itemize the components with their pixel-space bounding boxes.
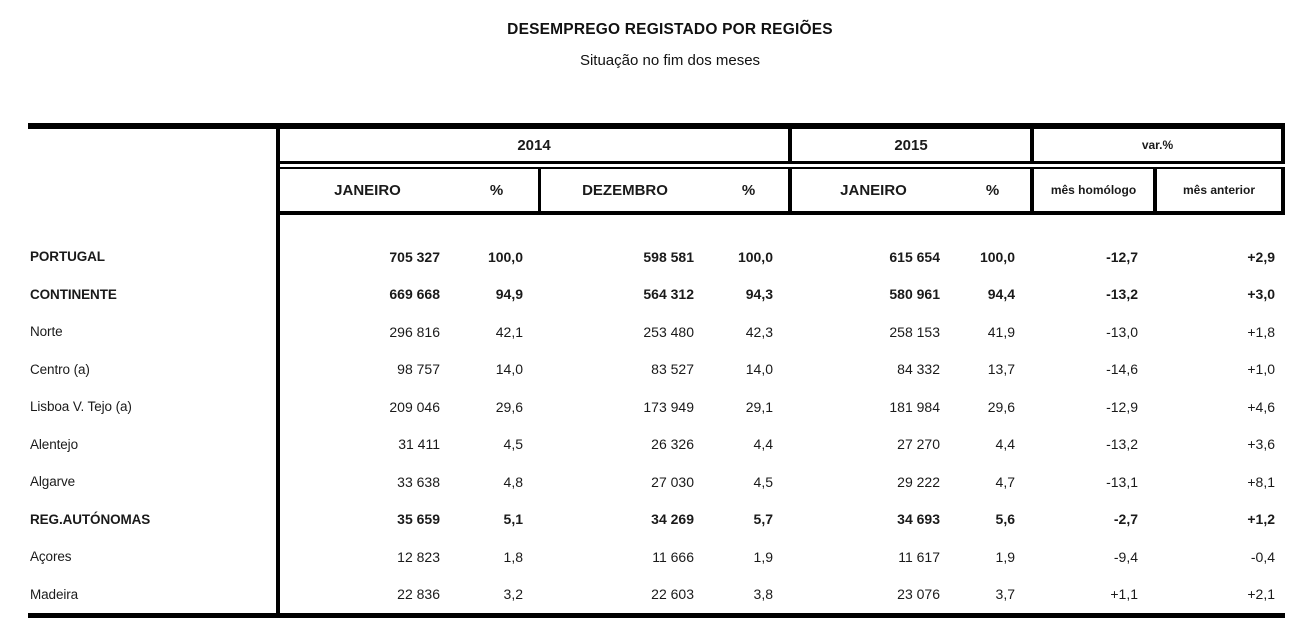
cell-value-jan-2014: 22 836 xyxy=(397,586,440,603)
cell-value-jan-2015: 615 654 xyxy=(889,248,940,265)
cell-var-mes-anterior: +2,1 xyxy=(1247,586,1275,603)
cell-pct-jan-2014: 29,6 xyxy=(495,398,523,415)
cell-var-mes-anterior: +3,0 xyxy=(1247,286,1275,303)
cell-pct-dez-2014: 4,5 xyxy=(753,473,773,490)
subheader-janeiro-2014 xyxy=(276,167,538,215)
cell-pct-jan-2015: 13,7 xyxy=(987,361,1015,378)
row-label: REG.AUTÓNOMAS xyxy=(30,511,151,527)
subheader-label: mês homólogo xyxy=(1050,183,1137,197)
cell-var-mes-anterior: +4,6 xyxy=(1247,398,1275,415)
cell-pct-jan-2015: 4,4 xyxy=(995,436,1015,453)
header-spacer xyxy=(28,129,276,164)
cell-value-jan-2014: 31 411 xyxy=(398,436,440,453)
subheader-mes-homologo xyxy=(1030,167,1153,215)
cell-pct-jan-2015: 29,6 xyxy=(987,398,1015,415)
cell-pct-jan-2014: 14,0 xyxy=(495,361,523,378)
row-label: Lisboa V. Tejo (a) xyxy=(30,399,132,415)
cell-pct-jan-2015: 1,9 xyxy=(995,548,1015,565)
report-header xyxy=(28,21,1312,69)
cell-pct-dez-2014: 14,0 xyxy=(745,361,773,378)
cell-value-dez-2014: 26 326 xyxy=(651,436,694,453)
row-label: Açores xyxy=(30,549,72,565)
cell-var-mes-homologo: -14,6 xyxy=(1106,361,1138,378)
subheader-month-label: JANEIRO xyxy=(840,181,907,199)
row-label: Algarve xyxy=(30,474,76,490)
cell-value-jan-2014: 98 757 xyxy=(397,361,440,378)
cell-pct-jan-2014: 4,5 xyxy=(503,436,523,453)
cell-value-dez-2014: 83 527 xyxy=(651,361,694,378)
column-group-2015: 2015 xyxy=(788,129,1030,164)
table-row xyxy=(28,276,1285,314)
cell-value-jan-2015: 23 076 xyxy=(897,586,940,603)
table-row xyxy=(28,351,1285,389)
cell-var-mes-anterior: -0,4 xyxy=(1250,548,1275,565)
row-label: CONTINENTE xyxy=(30,286,117,302)
row-label: Madeira xyxy=(30,586,79,602)
cell-value-jan-2015: 29 222 xyxy=(897,473,940,490)
cell-pct-dez-2014: 1,9 xyxy=(753,548,773,565)
cell-pct-jan-2015: 94,4 xyxy=(987,286,1015,303)
cell-pct-dez-2014: 100,0 xyxy=(737,248,773,265)
cell-pct-jan-2015: 41,9 xyxy=(987,323,1015,340)
cell-value-jan-2014: 669 668 xyxy=(389,286,440,303)
cell-value-jan-2015: 27 270 xyxy=(897,436,940,453)
cell-var-mes-anterior: +1,2 xyxy=(1247,511,1275,528)
cell-value-dez-2014: 598 581 xyxy=(643,248,694,265)
column-group-var-pct: var.% xyxy=(1030,129,1285,164)
column-group-2014: 2014 xyxy=(276,129,788,164)
table-row xyxy=(28,501,1285,539)
cell-var-mes-homologo: -13,2 xyxy=(1106,286,1138,303)
cell-pct-jan-2015: 4,7 xyxy=(995,473,1015,490)
table-group-header-row xyxy=(28,129,1285,164)
table-row xyxy=(28,538,1285,576)
row-label: Alentejo xyxy=(30,436,78,452)
table-row xyxy=(28,463,1285,501)
cell-value-dez-2014: 22 603 xyxy=(651,586,694,603)
subheader-percent-label: % xyxy=(489,181,504,199)
row-label: Norte xyxy=(30,324,63,340)
cell-var-mes-homologo: -12,7 xyxy=(1106,248,1138,265)
cell-var-mes-homologo: +1,1 xyxy=(1110,586,1138,603)
cell-pct-jan-2014: 5,1 xyxy=(503,511,523,528)
header-spacer xyxy=(28,167,276,215)
cell-var-mes-homologo: -12,9 xyxy=(1106,398,1138,415)
cell-pct-jan-2015: 5,6 xyxy=(995,511,1015,528)
label-column-divider xyxy=(276,123,280,618)
cell-value-jan-2014: 296 816 xyxy=(389,323,440,340)
subheader-month-label: DEZEMBRO xyxy=(582,181,668,199)
table-body xyxy=(28,215,1285,613)
cell-pct-dez-2014: 29,1 xyxy=(745,398,773,415)
cell-value-jan-2014: 705 327 xyxy=(389,248,440,265)
cell-value-jan-2014: 12 823 xyxy=(397,548,440,565)
table-row xyxy=(28,238,1285,276)
table-row xyxy=(28,426,1285,464)
cell-pct-jan-2015: 3,7 xyxy=(995,586,1015,603)
cell-value-jan-2014: 33 638 xyxy=(397,473,440,490)
cell-value-dez-2014: 11 666 xyxy=(652,548,694,565)
cell-value-dez-2014: 253 480 xyxy=(643,323,694,340)
cell-pct-dez-2014: 3,8 xyxy=(753,586,773,603)
row-label: PORTUGAL xyxy=(30,249,105,265)
cell-value-jan-2015: 84 332 xyxy=(897,361,940,378)
cell-pct-jan-2014: 1,8 xyxy=(503,548,523,565)
page-subtitle: Situação no fim dos meses xyxy=(579,52,761,69)
subheader-dezembro-2014 xyxy=(538,167,788,215)
cell-var-mes-homologo: -13,0 xyxy=(1106,323,1138,340)
cell-value-jan-2015: 181 984 xyxy=(889,398,940,415)
subheader-mes-anterior xyxy=(1153,167,1285,215)
subheader-percent-label: % xyxy=(985,181,1000,199)
unemployment-by-region-table xyxy=(28,123,1285,618)
cell-var-mes-anterior: +3,6 xyxy=(1247,436,1275,453)
table-row xyxy=(28,576,1285,614)
cell-value-dez-2014: 27 030 xyxy=(651,473,694,490)
cell-pct-jan-2014: 42,1 xyxy=(495,323,523,340)
cell-value-jan-2015: 580 961 xyxy=(889,286,940,303)
cell-pct-jan-2014: 4,8 xyxy=(503,473,523,490)
cell-var-mes-homologo: -13,2 xyxy=(1106,436,1138,453)
cell-var-mes-homologo: -9,4 xyxy=(1113,548,1138,565)
subheader-label: mês anterior xyxy=(1182,183,1256,197)
cell-value-dez-2014: 34 269 xyxy=(651,511,694,528)
cell-value-jan-2014: 35 659 xyxy=(397,511,440,528)
cell-pct-dez-2014: 4,4 xyxy=(753,436,773,453)
page-title: DESEMPREGO REGISTADO POR REGIÕES xyxy=(507,21,833,38)
cell-value-dez-2014: 173 949 xyxy=(643,398,694,415)
table-bottom-rule xyxy=(28,613,1285,618)
cell-var-mes-homologo: -2,7 xyxy=(1113,511,1138,528)
cell-pct-jan-2014: 100,0 xyxy=(487,248,523,265)
cell-pct-dez-2014: 94,3 xyxy=(745,286,773,303)
table-row xyxy=(28,313,1285,351)
cell-pct-dez-2014: 42,3 xyxy=(745,323,773,340)
table-row xyxy=(28,388,1285,426)
cell-value-dez-2014: 564 312 xyxy=(643,286,694,303)
cell-value-jan-2015: 11 617 xyxy=(898,548,940,565)
cell-pct-jan-2014: 3,2 xyxy=(503,586,523,603)
cell-var-mes-anterior: +2,9 xyxy=(1247,248,1275,265)
cell-var-mes-anterior: +8,1 xyxy=(1247,473,1275,490)
cell-value-jan-2014: 209 046 xyxy=(389,398,440,415)
subheader-month-label: JANEIRO xyxy=(334,181,401,199)
subheader-janeiro-2015 xyxy=(788,167,1030,215)
cell-var-mes-anterior: +1,8 xyxy=(1247,323,1275,340)
cell-var-mes-anterior: +1,0 xyxy=(1247,361,1275,378)
cell-value-jan-2015: 258 153 xyxy=(889,323,940,340)
cell-pct-dez-2014: 5,7 xyxy=(753,511,773,528)
subheader-percent-label: % xyxy=(741,181,756,199)
cell-pct-jan-2015: 100,0 xyxy=(979,248,1015,265)
cell-value-jan-2015: 34 693 xyxy=(897,511,940,528)
cell-pct-jan-2014: 94,9 xyxy=(495,286,523,303)
row-label: Centro (a) xyxy=(30,361,90,377)
table-subheader-row xyxy=(28,167,1285,215)
cell-var-mes-homologo: -13,1 xyxy=(1106,473,1138,490)
